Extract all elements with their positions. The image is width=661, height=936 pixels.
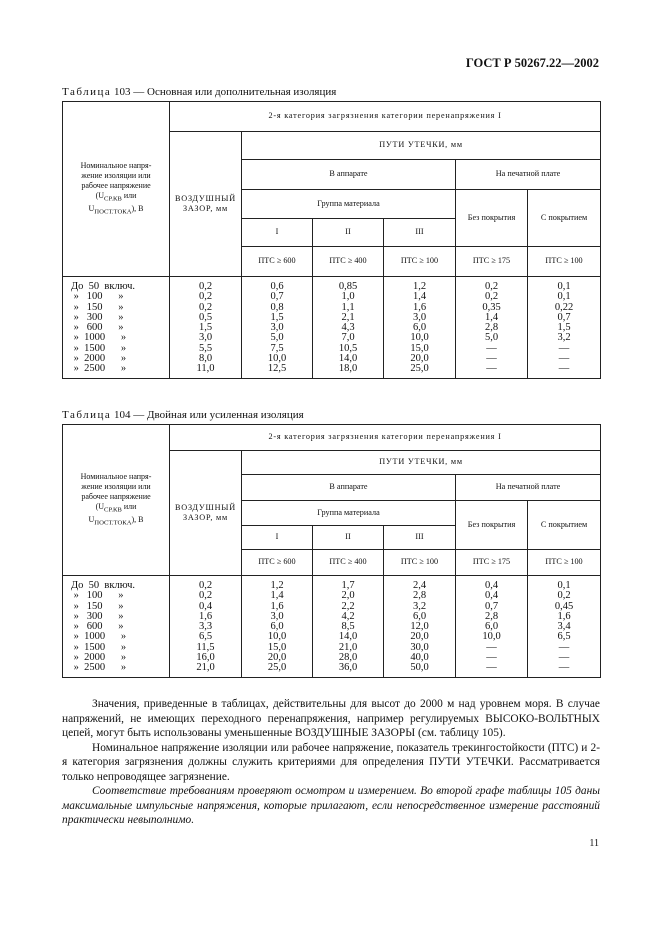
on-pcb-header: На печатной плате	[456, 160, 601, 190]
table-row: » 600 » 1,5 3,0 4,3 6,0 2,8 1,5	[63, 323, 601, 333]
table-row: До 50 включ. 0,2 1,2 1,7 2,4 0,4 0,1	[63, 576, 601, 592]
ptc-100-coated-header: ПТС ≥ 100	[528, 550, 601, 576]
table-104-caption	[62, 409, 304, 421]
table-104	[62, 424, 601, 678]
coated-header: С покрытием	[528, 501, 601, 550]
table-row: » 1500 » 5,5 7,5 10,5 15,0 — —	[63, 344, 601, 354]
ptc-600-header: ПТС ≥ 600	[242, 550, 313, 576]
paragraph-compliance: Соответствие требованиям проверяют осмотром и измерением. Во второй графе таблицы 105 даны максимальные импульсные напряжения, которые прилагают, если непосредственное измерение расстояний практически невыполнимо.	[62, 785, 600, 826]
paragraph-criteria: Номинальное напряжение изоляции или рабочее напряжение, показатель трекингостойкости (ПТС) и 2-я категория загрязнения должны служить критериями для определения ПУТИ УТЕЧКИ. Рассматривается только непроводящее загрязнение.	[62, 741, 600, 783]
on-pcb-header: На печатной плате	[456, 475, 601, 501]
uncoated-header: Без покрытия	[456, 190, 528, 247]
table-row: До 50 включ. 0,2 0,6 0,85 1,2 0,2 0,1	[63, 277, 601, 293]
group-1-header: I	[242, 526, 313, 550]
page-number: 11	[589, 838, 599, 849]
table-row: » 600 » 3,3 6,0 8,5 12,0 6,0 3,4	[63, 622, 601, 632]
table-row: » 1500 » 11,5 15,0 21,0 30,0 — —	[63, 643, 601, 653]
paragraph-altitude-note: Значения, приведенные в таблицах, действительны для высот до 2000 м над уровнем моря. В случае напряжений, не имеющих переходного перенапряжения, например регулируемых ВЫСОКО-ВОЛЬТНЫХ цепей, могут быть использованы уменьшенные ВОЗДУШНЫЕ ЗАЗОРЫ (см. таблицу 105).	[62, 698, 600, 739]
ptc-400-header: ПТС ≥ 400	[313, 247, 384, 277]
material-group-header: Группа материала	[242, 501, 456, 526]
table-row: » 2500 » 11,0 12,5 18,0 25,0 — —	[63, 364, 601, 378]
table-row: » 1000 » 3,0 5,0 7,0 10,0 5,0 3,2	[63, 333, 601, 343]
ptc-100-header: ПТС ≥ 100	[384, 550, 456, 576]
in-apparatus-header: В аппарате	[242, 160, 456, 190]
creepage-header: ПУТИ УТЕЧКИ, мм	[242, 132, 601, 160]
creepage-header: ПУТИ УТЕЧКИ, мм	[242, 451, 601, 475]
caption-text: 104 — Двойная или усиленная изоляция	[114, 409, 304, 421]
caption-word: Таблица	[62, 86, 112, 98]
voltage-header: Номинальное напря- жение изоляции или рабочее напряжение ($U_{СР.КВ}$ или $U_{ПОСТ.ТОКА}$), В	[63, 425, 170, 576]
table-row: » 1000 » 6,5 10,0 14,0 20,0 10,0 6,5	[63, 632, 601, 642]
ptc-100-header: ПТС ≥ 100	[384, 247, 456, 277]
voltage-header: Номинальное напря- жение изоляции или рабочее напряжение ($U_{СР.КВ}$ или $U_{ПОСТ.ТОКА}$), В	[63, 102, 170, 277]
group-2-header: II	[313, 219, 384, 247]
document-header: ГОСТ Р 50267.22—2002	[465, 56, 599, 70]
table-row: » 150 » 0,4 1,6 2,2 3,2 0,7 0,45	[63, 602, 601, 612]
group-1-header: I	[242, 219, 313, 247]
ptc-175-header: ПТС ≥ 175	[456, 247, 528, 277]
ptc-175-header: ПТС ≥ 175	[456, 550, 528, 576]
in-apparatus-header: В аппарате	[242, 475, 456, 501]
table-row: » 300 » 0,5 1,5 2,1 3,0 1,4 0,7	[63, 313, 601, 323]
caption-text: 103 — Основная или дополнительная изоляция	[114, 86, 337, 98]
body-text	[62, 697, 600, 828]
table-104-body	[63, 576, 601, 678]
pollution-category-header: 2-я категория загрязнения категории перенапряжения I	[170, 102, 601, 132]
table-103-caption	[62, 86, 336, 98]
pollution-category-header: 2-я категория загрязнения категории перенапряжения I	[170, 425, 601, 451]
table-row: » 100 » 0,2 1,4 2,0 2,8 0,4 0,2	[63, 591, 601, 601]
ptc-600-header: ПТС ≥ 600	[242, 247, 313, 277]
table-103	[62, 101, 601, 379]
uncoated-header: Без покрытия	[456, 501, 528, 550]
table-103-body	[63, 277, 601, 379]
material-group-header: Группа материала	[242, 190, 456, 219]
table-row: » 150 » 0,2 0,8 1,1 1,6 0,35 0,22	[63, 303, 601, 313]
table-row: » 2000 » 16,0 20,0 28,0 40,0 — —	[63, 653, 601, 663]
group-3-header: III	[384, 526, 456, 550]
coated-header: С покрытием	[528, 190, 601, 247]
table-row: » 100 » 0,2 0,7 1,0 1,4 0,2 0,1	[63, 292, 601, 302]
air-gap-header: ВОЗДУШНЫЙ ЗАЗОР, мм	[170, 451, 242, 576]
table-row: » 300 » 1,6 3,0 4,2 6,0 2,8 1,6	[63, 612, 601, 622]
group-2-header: II	[313, 526, 384, 550]
table-row: » 2000 » 8,0 10,0 14,0 20,0 — —	[63, 354, 601, 364]
caption-word: Таблица	[62, 409, 112, 421]
table-row: » 2500 » 21,0 25,0 36,0 50,0 — —	[63, 663, 601, 677]
ptc-100-coated-header: ПТС ≥ 100	[528, 247, 601, 277]
group-3-header: III	[384, 219, 456, 247]
air-gap-header: ВОЗДУШНЫЙ ЗАЗОР, мм	[170, 132, 242, 277]
ptc-400-header: ПТС ≥ 400	[313, 550, 384, 576]
